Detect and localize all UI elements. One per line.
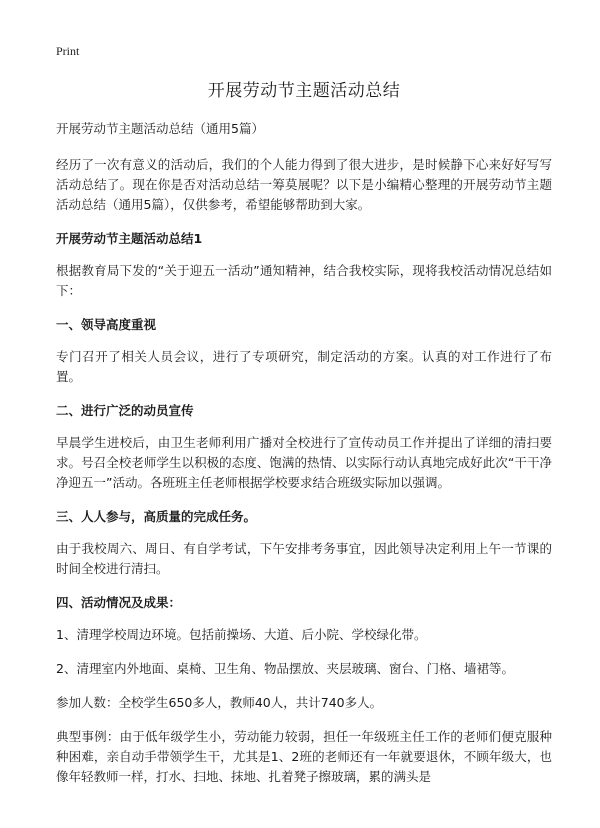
paragraph-notice: 根据教育局下发的“关于迎五一活动”通知精神，结合我校实际，现将我校活动情况总结如下： <box>56 263 552 298</box>
heading-results: 四、活动情况及成果： <box>56 595 182 610</box>
participants-paragraph: 参加人数：全校学生650多人，教师40人，共计740多人。 <box>56 695 383 710</box>
heading-mobilization: 二、进行广泛的动员宣传 <box>56 403 194 418</box>
intro-paragraph: 经历了一次有意义的活动后，我们的个人能力得到了很大进步，是时候静下心来好好写写活动总结了。现在你是否对活动总结一筹莫展呢？以下是小编精心整理的开展劳动节主题活动总结（通用5篇），仅供参考，希望能够帮助到大家。 <box>56 157 552 212</box>
paragraph-meeting: 专门召开了相关人员会议，进行了专项研究，制定活动的方案。认真的对工作进行了布置。 <box>56 349 552 384</box>
print-link[interactable]: Print <box>56 44 80 58</box>
list-item: 1、清理学校周边环境。包括前操场、大道、后小院、学校绿化带。 <box>56 627 427 642</box>
paragraph-schedule: 由于我校周六、周日、有自学考试，下午安排考务事宜，因此领导决定利用上午一节课的时间全校进行清扫。 <box>56 541 552 576</box>
section-title: 开展劳动节主题活动总结1 <box>56 231 203 246</box>
document-title: 开展劳动节主题活动总结 <box>207 81 401 101</box>
paragraph-broadcast: 早晨学生进校后，由卫生老师利用广播对全校进行了宣传动员工作并提出了详细的清扫要求。号召全校老师学生以积极的态度、饱满的热情、以实际行动认真地完成好此次“干干净净迎五一”活动。各班班主任老师根据学校要求结合班级实际加以强调。 <box>56 435 552 490</box>
example-paragraph: 典型事例：由于低年级学生小，劳动能力较弱，担任一年级班主任工作的老师们便克服种种困难，亲自动手带领学生干，尤其是1、2班的老师还有一年就要退休，不顾年级大，也像年轻教师一样，打水、扫地、抹地、扎着凳子擦玻璃，累的满头是 <box>56 729 552 784</box>
document-body <box>56 76 552 787</box>
heading-leadership: 一、领导高度重视 <box>56 317 157 332</box>
heading-participation: 三、人人参与，高质量的完成任务。 <box>56 509 257 524</box>
document-subtitle: 开展劳动节主题活动总结（通用5篇） <box>56 121 264 136</box>
list-item: 2、清理室内外地面、桌椅、卫生角、物品摆放、夹层玻璃、窗台、门格、墙裙等。 <box>56 661 514 676</box>
